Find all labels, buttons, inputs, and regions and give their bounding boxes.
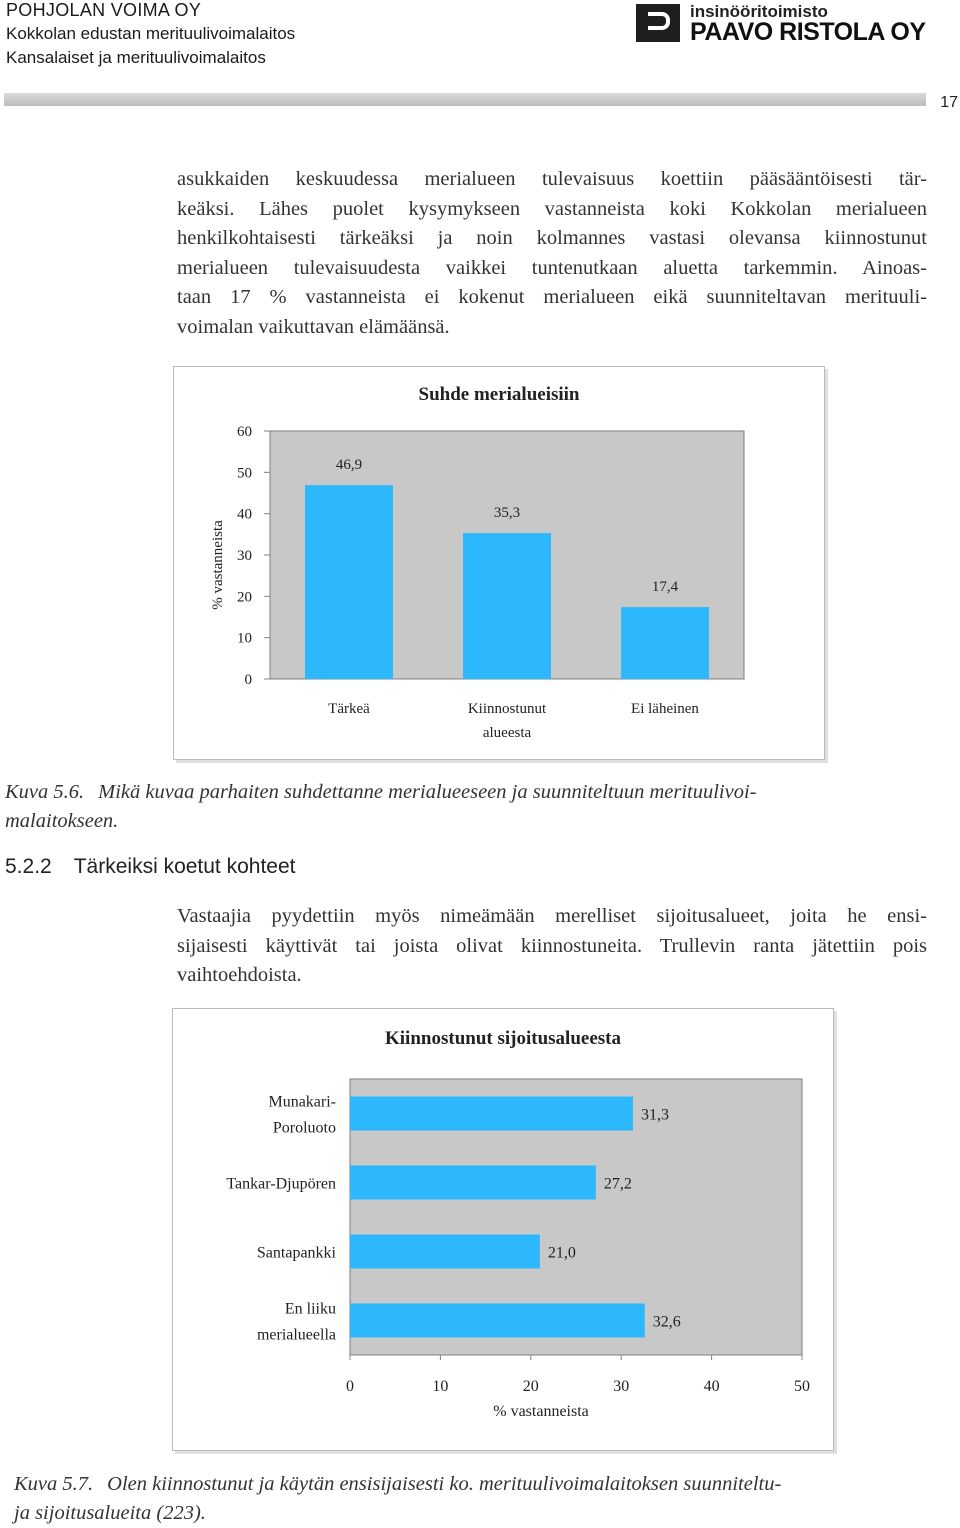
header-subtitle: Kansalaiset ja merituulivoimalaitos — [6, 48, 266, 67]
chart1-title: Suhde merialueisiin — [418, 384, 580, 405]
logo-line1: insinööritoimisto — [690, 2, 828, 21]
chart2-x-tick-label: 40 — [703, 1378, 720, 1395]
figure-caption-2 — [14, 1470, 934, 1528]
chart1-data-label: 46,9 — [335, 457, 363, 474]
chart1-bar — [621, 607, 709, 679]
chart2-x-tick-label: 10 — [432, 1378, 449, 1395]
chart2-bar — [350, 1097, 633, 1131]
chart1-y-tick-label: 60 — [237, 424, 252, 440]
logo-line2: PAAVO RISTOLA OY — [690, 18, 926, 46]
caption-number: Kuva 5.7. — [14, 1473, 94, 1495]
paragraph-line: sijaisesti käyttivät tai joista olivat kiinnostuneita. Trullevin ranta jätettiin pois — [177, 934, 927, 957]
chart1-data-label: 17,4 — [651, 579, 679, 596]
chart2-bar — [350, 1235, 540, 1269]
chart1-data-label: 35,3 — [493, 505, 521, 522]
header-project: Kokkolan edustan merituulivoimalaitos — [6, 24, 296, 43]
chart2-x-tick-label: 30 — [613, 1378, 630, 1395]
chart2-data-label: 27,2 — [603, 1175, 632, 1193]
chart2-data-label: 31,3 — [640, 1106, 669, 1124]
chart2-data-label: 21,0 — [547, 1244, 576, 1262]
chart2-bar — [350, 1166, 596, 1200]
paragraph-line: taan 17 % vastanneista ei kokenut merialueen eikä suunniteltavan merituuli- — [177, 286, 927, 308]
chart2-x-tick-label: 20 — [522, 1378, 539, 1395]
body-paragraph-1 — [177, 165, 927, 342]
caption-text: Olen kiinnostunut ja käytän ensisijaisesti ko. merituulivoimalaitoksen suunniteltu- — [107, 1473, 782, 1495]
header-company: POHJOLAN VOIMA OY — [6, 0, 202, 20]
section-number: 5.2.2 — [5, 855, 52, 878]
section-title: Tärkeiksi koetut kohteet — [73, 855, 296, 878]
chart2-bar — [350, 1304, 645, 1338]
chart2-y-tick-label: merialueella — [256, 1326, 336, 1344]
chart1-x-tick-label: Ei läheinen — [631, 701, 699, 717]
chart-interest-by-location — [172, 1008, 834, 1451]
caption-number: Kuva 5.6. — [5, 781, 85, 803]
chart2-x-tick-label: 0 — [346, 1378, 354, 1395]
page-number: 17 — [940, 94, 958, 111]
caption-text-cont: malaitokseen. — [5, 810, 119, 832]
figure-caption-1 — [5, 778, 925, 836]
chart1-x-tick-label: Tärkeä — [328, 701, 370, 717]
paragraph-line: asukkaiden keskuudessa merialueen tulevaisuus koettiin pääsääntöisesti tär- — [177, 168, 927, 190]
chart2-y-tick-label: Poroluoto — [272, 1119, 336, 1137]
chart1-y-tick-label: 0 — [244, 672, 252, 688]
logo-mark-icon — [636, 4, 680, 42]
chart1-x-tick-label: alueesta — [482, 725, 532, 741]
chart2-y-tick-label: Tankar-Djupören — [226, 1175, 336, 1193]
paragraph-line: merialueen tulevaisuudesta vaikkei tuntenutkaan aluetta tarkemmin. Ainoas- — [177, 256, 927, 279]
paragraph-line: vaihtoehdoista. — [177, 964, 302, 986]
company-logo — [636, 2, 926, 44]
chart2-data-label: 32,6 — [652, 1313, 681, 1331]
chart2-y-tick-label: En liiku — [284, 1300, 336, 1318]
paragraph-line: keäksi. Lähes puolet kysymykseen vastanneista koki Kokkolan merialueen — [177, 197, 927, 220]
chart1-svg — [174, 367, 824, 759]
page-divider-bar — [4, 93, 926, 106]
chart2-y-tick-label: Munakari- — [268, 1093, 336, 1111]
chart1-bar — [305, 485, 393, 679]
paragraph-line: voimalan vaikuttavan elämäänsä. — [177, 315, 450, 338]
chart-relation-to-sea-areas — [173, 366, 825, 760]
paragraph-line: henkilkohtaisesti tärkeäksi ja noin kolmannes vastasi olevansa kiinnostunut — [177, 227, 927, 249]
chart2-x-tick-label: 50 — [794, 1378, 810, 1395]
chart2-y-tick-label: Santapankki — [256, 1244, 336, 1262]
chart1-y-tick-label: 20 — [237, 589, 252, 606]
chart1-y-tick-label: 50 — [237, 465, 252, 482]
chart2-svg — [173, 1009, 833, 1450]
chart1-x-tick-label: Kiinnostunut — [467, 701, 547, 717]
section-heading — [5, 855, 296, 879]
paragraph-line: Vastaajia pyydettiin myös nimeämään merelliset sijoitusalueet, joita he ensi- — [177, 905, 927, 927]
chart1-bar — [463, 533, 551, 679]
body-paragraph-2 — [177, 902, 927, 991]
caption-text: Mikä kuvaa parhaiten suhdettanne merialueeseen ja suunniteltuun merituulivoi- — [98, 781, 757, 803]
chart1-y-axis-label: % vastanneista — [210, 520, 226, 610]
chart1-y-tick-label: 30 — [237, 548, 252, 564]
caption-text-cont: ja sijoitusalueita (223). — [14, 1502, 206, 1524]
chart1-y-tick-label: 10 — [237, 630, 252, 647]
chart1-y-tick-label: 40 — [237, 506, 252, 523]
chart2-title: Kiinnostunut sijoitusalueesta — [385, 1028, 621, 1049]
chart2-x-axis-label: % vastanneista — [493, 1403, 589, 1420]
